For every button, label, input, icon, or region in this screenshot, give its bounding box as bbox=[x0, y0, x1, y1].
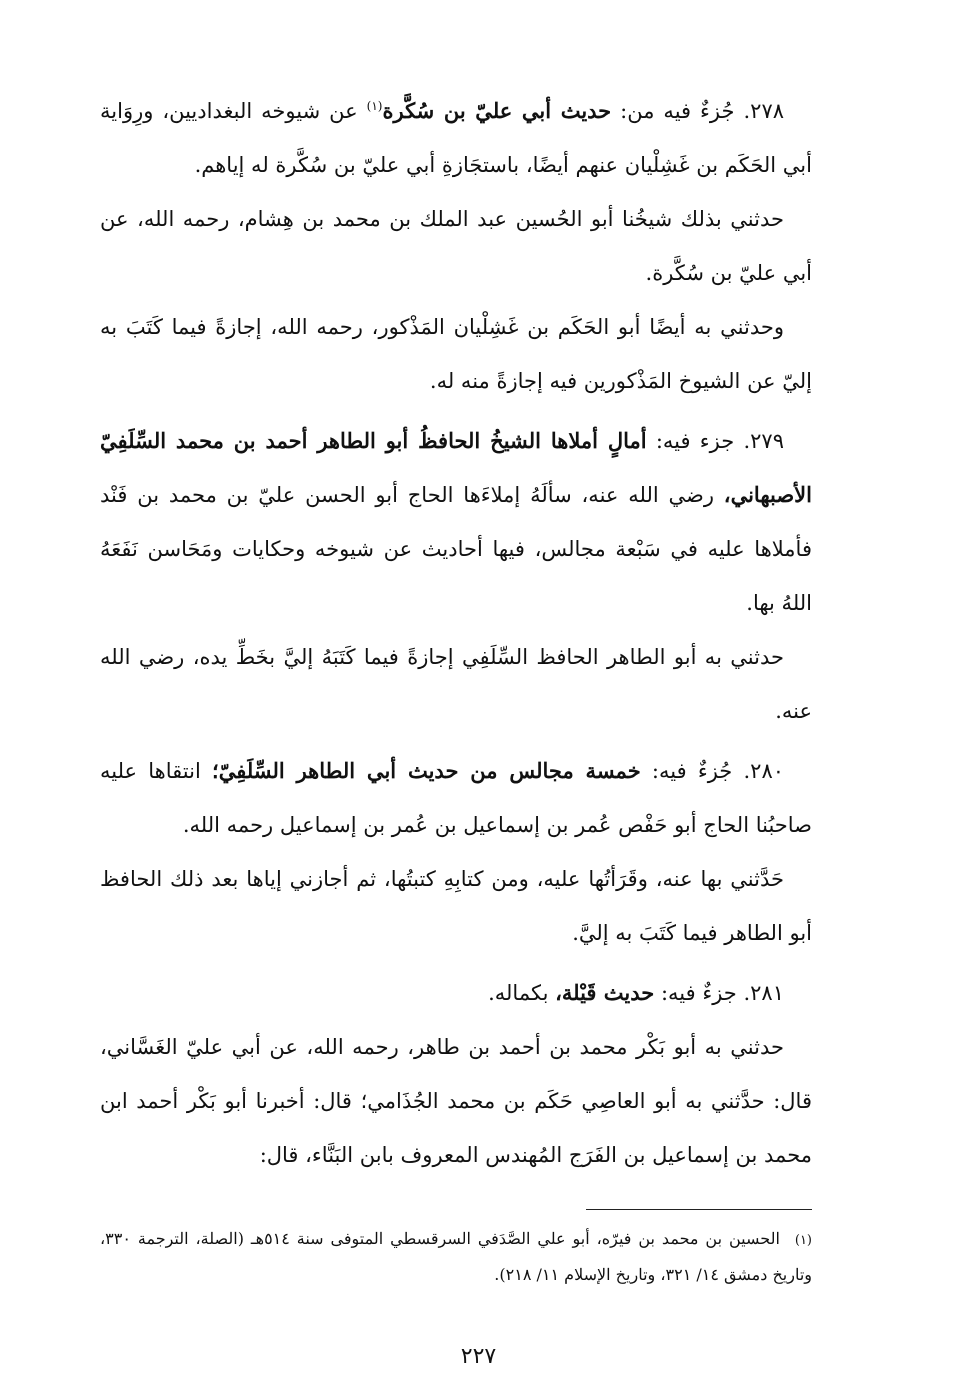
entry-280 bbox=[100, 744, 812, 852]
entry-number: ٢٧٩. bbox=[743, 429, 784, 453]
entry-description: بكماله. bbox=[488, 981, 549, 1005]
chain-paragraph: حدثني به أبو بَكْر محمد بن أحمد بن طاهر، رحمه الله، عن أبي عليّ الغَسَّاني، قال: حدَّثني به أبو العاصِي حَكَم بن محمد الجُذَامي؛ قال: أخبرنا أبو بَكْر أحمد ابن محمد بن إسماعيل بن الفَرَج المُهندس المعروف بابن البَنَّاء، قال: bbox=[100, 1035, 812, 1167]
chain-paragraph: حدثني بذلك شيخُنا أبو الحُسين عبد الملك بن محمد بن هِشام، رحمه الله، عن أبي عليّ بن سُكَّرة. bbox=[100, 207, 812, 285]
footnote bbox=[100, 1222, 812, 1292]
entry-278 bbox=[100, 84, 812, 192]
entry-prefix: جزءٌ فيه: bbox=[660, 981, 737, 1005]
entry-title: خمسة مجالس من حديث أبي الطاهر السِّلَفِيّ؛ bbox=[212, 758, 641, 783]
entry-number: ٢٧٨. bbox=[743, 99, 785, 123]
entry-number: ٢٨٠. bbox=[743, 759, 785, 783]
footnote-text: الحسين بن محمد بن فيرّه، أبو علي الصَّدَفي السرقسطي المتوفى سنة ٥١٤هـ (الصلة، الترجمة ٣٣٠، وتاريخ دمشق ١٤/ ٣٢١، وتاريخ الإسلام ١١/ ٢١٨). bbox=[100, 1229, 812, 1284]
chain-paragraph: وحدثني به أيضًا أبو الحَكَم بن غَشِلْيان المَذْكور، رحمه الله، إجازةً فيما كَتَبَ به إليّ عن الشيوخ المَذْكورين فيه إجازةً منه له. bbox=[100, 315, 812, 393]
chain-paragraph: حدثني به أبو الطاهر الحافظ السِّلَفِي إجازةً فيما كَتَبَهُ إليَّ بخَطِّ يده، رضي الله عنه. bbox=[100, 645, 812, 723]
chain-paragraph: حَدَّثني بها عنه، وقَرَأتُها عليه، ومن كتابِهِ كتبتُها، ثم أجازني إياها بعد ذلك الحافظ أبو الطاهر فيما كَتَبَ به إليَّ. bbox=[100, 867, 812, 945]
entry-281 bbox=[100, 966, 812, 1020]
entry-title: حديث أبي عليّ بن سُكَّرة bbox=[382, 98, 612, 123]
entry-279 bbox=[100, 414, 812, 630]
entry-prefix: جُزءٌ فيه من: bbox=[620, 99, 735, 123]
entry-title: أمالٍ أملاها الشيخُ الحافظُ أبو الطاهر أحمد بن محمد السِّلَفِيّ الأصبهاني، bbox=[100, 428, 812, 507]
entry-description: عن شيوخه البغداديين، ورِوَاية أبي الحَكَم بن غَشِلْيان عنهم أيضًا، باستجَازةِ أبي عليّ بن سُكَّرة له إياهم. bbox=[100, 99, 812, 177]
footnote-reference: (١) bbox=[366, 99, 383, 113]
entry-description: انتقاها عليه صاحبُنا الحاج أبو حَفْص عُمر بن إسماعيل بن عُمر بن إسماعيل رحمه الله. bbox=[100, 759, 812, 837]
entry-description: رضي الله عنه، سألَهُ إملاءَها الحاج أبو الحسن عليّ بن محمد بن فَنْد فأملاها عليه في سَبْعة مجالس، فيها أحاديث عن شيوخه وحكايات ومَحَاسن نَفَعَهُ اللهُ بها. bbox=[100, 483, 812, 615]
footnote-divider bbox=[586, 1209, 812, 1210]
main-text bbox=[100, 78, 812, 1182]
entry-number: ٢٨١. bbox=[743, 981, 784, 1005]
entry-prefix: جزء فيه: bbox=[655, 429, 735, 453]
entry-prefix: جُزءٌ فيه: bbox=[651, 759, 733, 783]
entry-title: حديث قَيْلة، bbox=[555, 980, 655, 1005]
footnote-marker: (١) bbox=[794, 1233, 812, 1248]
page-number: ٢٢٧ bbox=[460, 1344, 497, 1369]
